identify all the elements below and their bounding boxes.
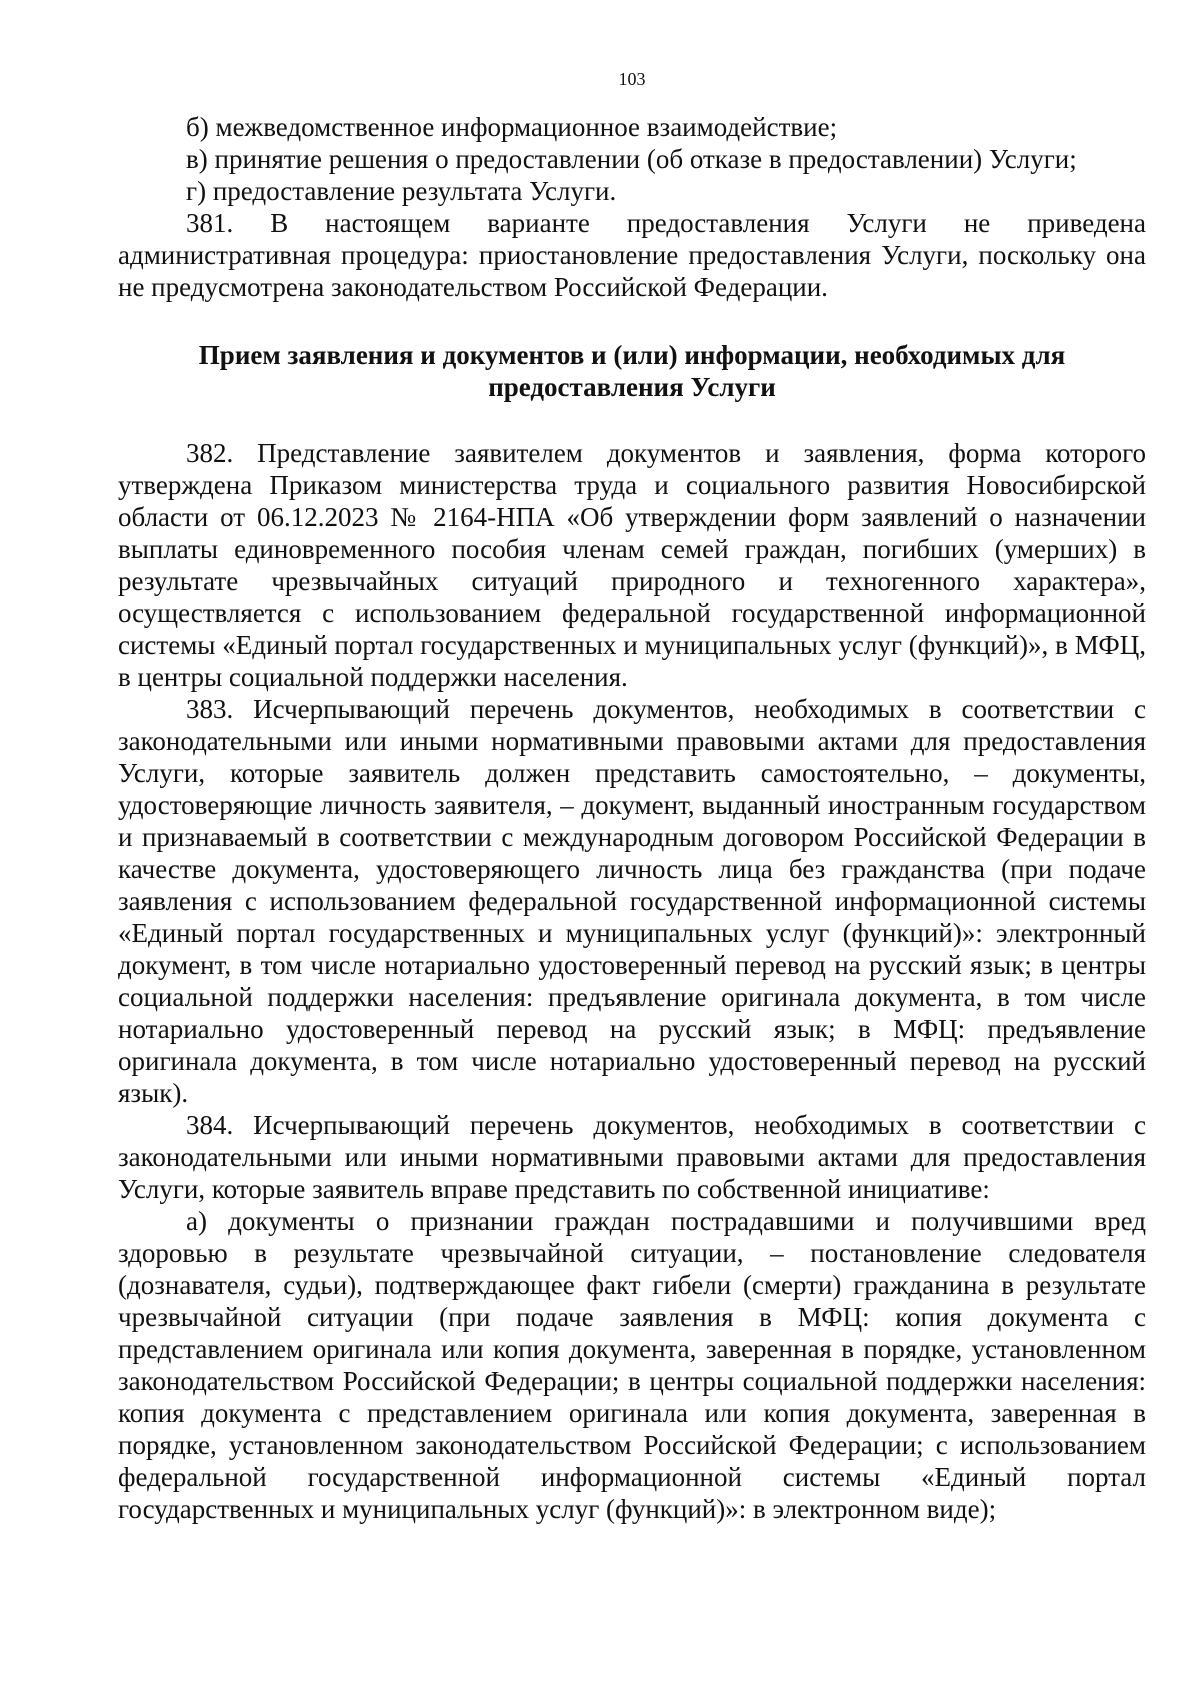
list-item-a: а) документы о признании граждан пострадавшими и получившими вред здоровью в результате чрезвычайной ситуации, – постановление следователя (дознавателя, судьи), подтверждающее факт гибели (смерти) гражданина в результате чрезвычайной ситуации (при подаче заявления в МФЦ: копия документа с представлением оригинала или копия документа, заверенная в порядке, установленном законодательством Российской Федерации; в центры социальной поддержки населения: копия документа с представлением оригинала или копия документа, заверенная в порядке, установленном законодательством Российской Федерации; с использованием федеральной государственной информационной системы «Единый портал государственных и муниципальных услуг (функций)»: в электронном виде); [118, 1206, 1146, 1524]
list-item-v: в) принятие решения о предоставлении (об отказе в предоставлении) Услуги; [186, 144, 1077, 174]
page-number: 103 [618, 69, 646, 89]
paragraph-383: 383. Исчерпывающий перечень документов, необходимых в соответствии с законодательными или иными нормативными правовыми актами для предоставления Услуги, которые заявитель должен представить самостоятельно, – документы, удостоверяющие личность заявителя, – документ, выданный иностранным государством и признаваемый в соответствии с международным договором Российской Федерации в качестве документа, удостоверяющего личность лица без гражданства (при подаче заявления с использованием федеральной государственной информационной системы «Единый портал государственных и муниципальных услуг (функций)»: электронный документ, в том числе нотариально удостоверенный перевод на русский язык; в центры социальной поддержки населения: предъявление оригинала документа, в том числе нотариально удостоверенный перевод на русский язык; в МФЦ: предъявление оригинала документа, в том числе нотариально удостоверенный перевод на русский язык). [118, 694, 1146, 1108]
paragraph-382: 382. Представление заявителем документов и заявления, форма которого утверждена Приказом министерства труда и социального развития Новосибирской области от 06.12.2023 № 2164-НПА «Об утверждении форм заявлений о назначении выплаты единовременного пособия членам семей граждан, погибших (умерших) в результате чрезвычайных ситуаций природного и техногенного характера», осуществляется с использованием федеральной государственной информационной системы «Единый портал государственных и муниципальных услуг (функций)», в МФЦ, в центры социальной поддержки населения. [118, 438, 1146, 692]
list-item-b: б) межведомственное информационное взаимодействие; [186, 112, 838, 142]
paragraph-384: 384. Исчерпывающий перечень документов, необходимых в соответствии с законодательными или иными нормативными правовыми актами для предоставления Услуги, которые заявитель вправе представить по собственной инициативе: [118, 1110, 1146, 1204]
list-item-g: г) предоставление результата Услуги. [186, 176, 617, 206]
document-page [118, 68, 1146, 1525]
section-heading: Прием заявления и документов и (или) информации, необходимых для предоставления Услуги [198, 340, 1066, 402]
paragraph-381: 381. В настоящем варианте предоставления Услуги не приведена административная процедура: приостановление предоставления Услуги, поскольку она не предусмотрена законодательством Российской Федерации. [118, 208, 1146, 302]
